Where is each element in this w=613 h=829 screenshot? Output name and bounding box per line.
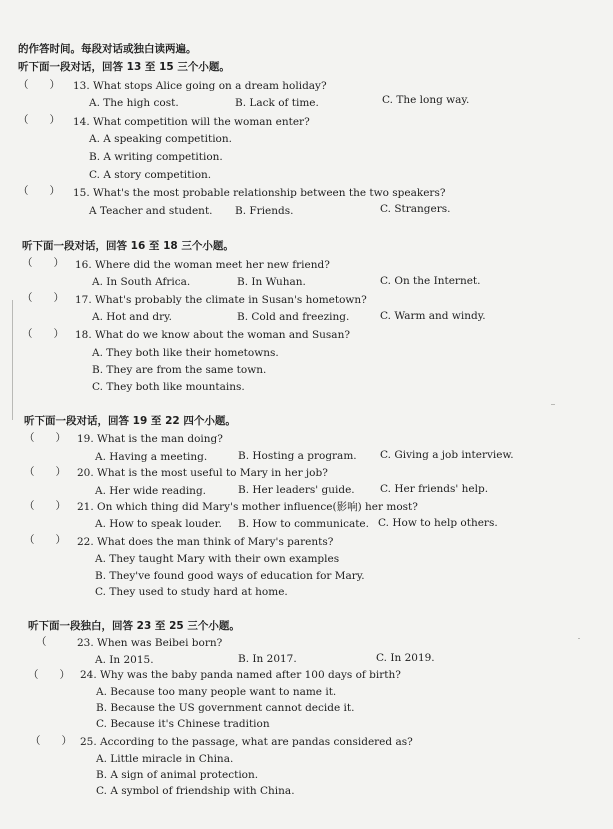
question-18-option-b: B. They are from the same town. [92, 364, 267, 376]
question-20-option-a: A. Her wide reading. [95, 485, 206, 497]
question-21-option-a: A. How to speak louder. [95, 518, 222, 530]
answer-blank-15: （ ） [18, 185, 60, 197]
question-13-option-a: A. The high cost. [89, 97, 179, 109]
question-13-option-c: C. The long way. [382, 94, 470, 106]
question-14-option-a: A. A speaking competition. [89, 133, 232, 145]
question-17-option-c: C. Warm and windy. [380, 310, 486, 322]
question-24-option-c: C. Because it's Chinese tradition [96, 718, 270, 730]
question-21-stem: 21. On which thing did Mary's mother influence(影响) her most? [77, 501, 418, 513]
section-heading-16-18: 听下面一段对话，回答 16 至 18 三个小题。 [22, 240, 234, 252]
question-23-stem: 23. When was Beibei born? [77, 637, 223, 649]
scan-speck [578, 638, 580, 639]
section-heading-13-15: 听下面一段对话，回答 13 至 15 三个小题。 [18, 61, 230, 73]
section-heading-19-22: 听下面一段对话，回答 19 至 22 四个小题。 [24, 415, 236, 427]
question-18-option-c: C. They both like mountains. [92, 381, 245, 393]
question-21-option-c: C. How to help others. [378, 517, 498, 529]
question-19-option-b: B. Hosting a program. [238, 450, 357, 462]
question-19-stem: 19. What is the man doing? [77, 433, 223, 445]
question-24-stem: 24. Why was the baby panda named after 100 days of birth? [80, 669, 401, 681]
question-17-stem: 17. What's probably the climate in Susan's hometown? [75, 294, 367, 306]
question-24-option-b: B. Because the US government cannot decide it. [96, 702, 355, 714]
question-16-stem: 16. Where did the woman meet her new friend? [75, 259, 330, 271]
answer-blank-23: （ [36, 636, 47, 648]
question-14-stem: 14. What competition will the woman enter? [73, 116, 310, 128]
question-16-option-a: A. In South Africa. [92, 276, 191, 288]
answer-blank-22: （ ） [24, 534, 66, 546]
question-15-option-b: B. Friends. [235, 205, 294, 217]
question-25-option-a: A. Little miracle in China. [96, 753, 234, 765]
answer-blank-25: （ ） [30, 735, 72, 747]
answer-blank-19: （ ） [24, 432, 66, 444]
question-25-option-c: C. A symbol of friendship with China. [96, 785, 295, 797]
question-14-option-b: B. A writing competition. [89, 151, 223, 163]
question-17-option-a: A. Hot and dry. [92, 311, 172, 323]
question-19-option-c: C. Giving a job interview. [380, 449, 514, 461]
question-23-option-c: C. In 2019. [376, 652, 435, 664]
question-17-option-b: B. Cold and freezing. [237, 311, 350, 323]
question-22-option-b: B. They've found good ways of education for Mary. [95, 570, 365, 582]
answer-blank-13: （ ） [18, 79, 60, 91]
question-18-option-a: A. They both like their hometowns. [92, 347, 279, 359]
question-25-stem: 25. According to the passage, what are pandas considered as? [80, 736, 413, 748]
answer-blank-14: （ ） [18, 114, 60, 126]
intro-line: 的作答时间。每段对话或独白读两遍。 [18, 43, 197, 55]
question-13-option-b: B. Lack of time. [235, 97, 319, 109]
question-20-option-b: B. Her leaders' guide. [238, 484, 355, 496]
question-14-option-c: C. A story competition. [89, 169, 212, 181]
question-22-option-a: A. They taught Mary with their own examples [95, 553, 340, 565]
question-23-option-a: A. In 2015. [95, 654, 154, 666]
question-15-option-c: C. Strangers. [380, 203, 451, 215]
question-22-option-c: C. They used to study hard at home. [95, 586, 288, 598]
scan-margin-line [12, 300, 13, 420]
question-20-option-c: C. Her friends' help. [380, 483, 489, 495]
answer-blank-16: （ ） [22, 257, 64, 269]
question-15-option-a: A Teacher and student. [89, 205, 213, 217]
question-15-stem: 15. What's the most probable relationship between the two speakers? [73, 187, 446, 199]
answer-blank-20: （ ） [24, 466, 66, 478]
question-19-option-a: A. Having a meeting. [95, 451, 208, 463]
question-20-stem: 20. What is the most useful to Mary in her job? [77, 467, 328, 479]
question-16-option-c: C. On the Internet. [380, 275, 481, 287]
question-21-option-b: B. How to communicate. [238, 518, 369, 530]
answer-blank-17: （ ） [22, 292, 64, 304]
answer-blank-24: （ ） [28, 669, 70, 681]
question-25-option-b: B. A sign of animal protection. [96, 769, 259, 781]
question-23-option-b: B. In 2017. [238, 653, 297, 665]
question-24-option-a: A. Because too many people want to name it. [96, 686, 337, 698]
question-16-option-b: B. In Wuhan. [237, 276, 306, 288]
question-18-stem: 18. What do we know about the woman and Susan? [75, 329, 350, 341]
answer-blank-21: （ ） [24, 500, 66, 512]
answer-blank-18: （ ） [22, 328, 64, 340]
scan-speck [551, 404, 555, 405]
question-13-stem: 13. What stops Alice going on a dream holiday? [73, 80, 327, 92]
section-heading-23-25: 听下面一段独白，回答 23 至 25 三个小题。 [28, 620, 240, 632]
question-22-stem: 22. What does the man think of Mary's parents? [77, 536, 334, 548]
